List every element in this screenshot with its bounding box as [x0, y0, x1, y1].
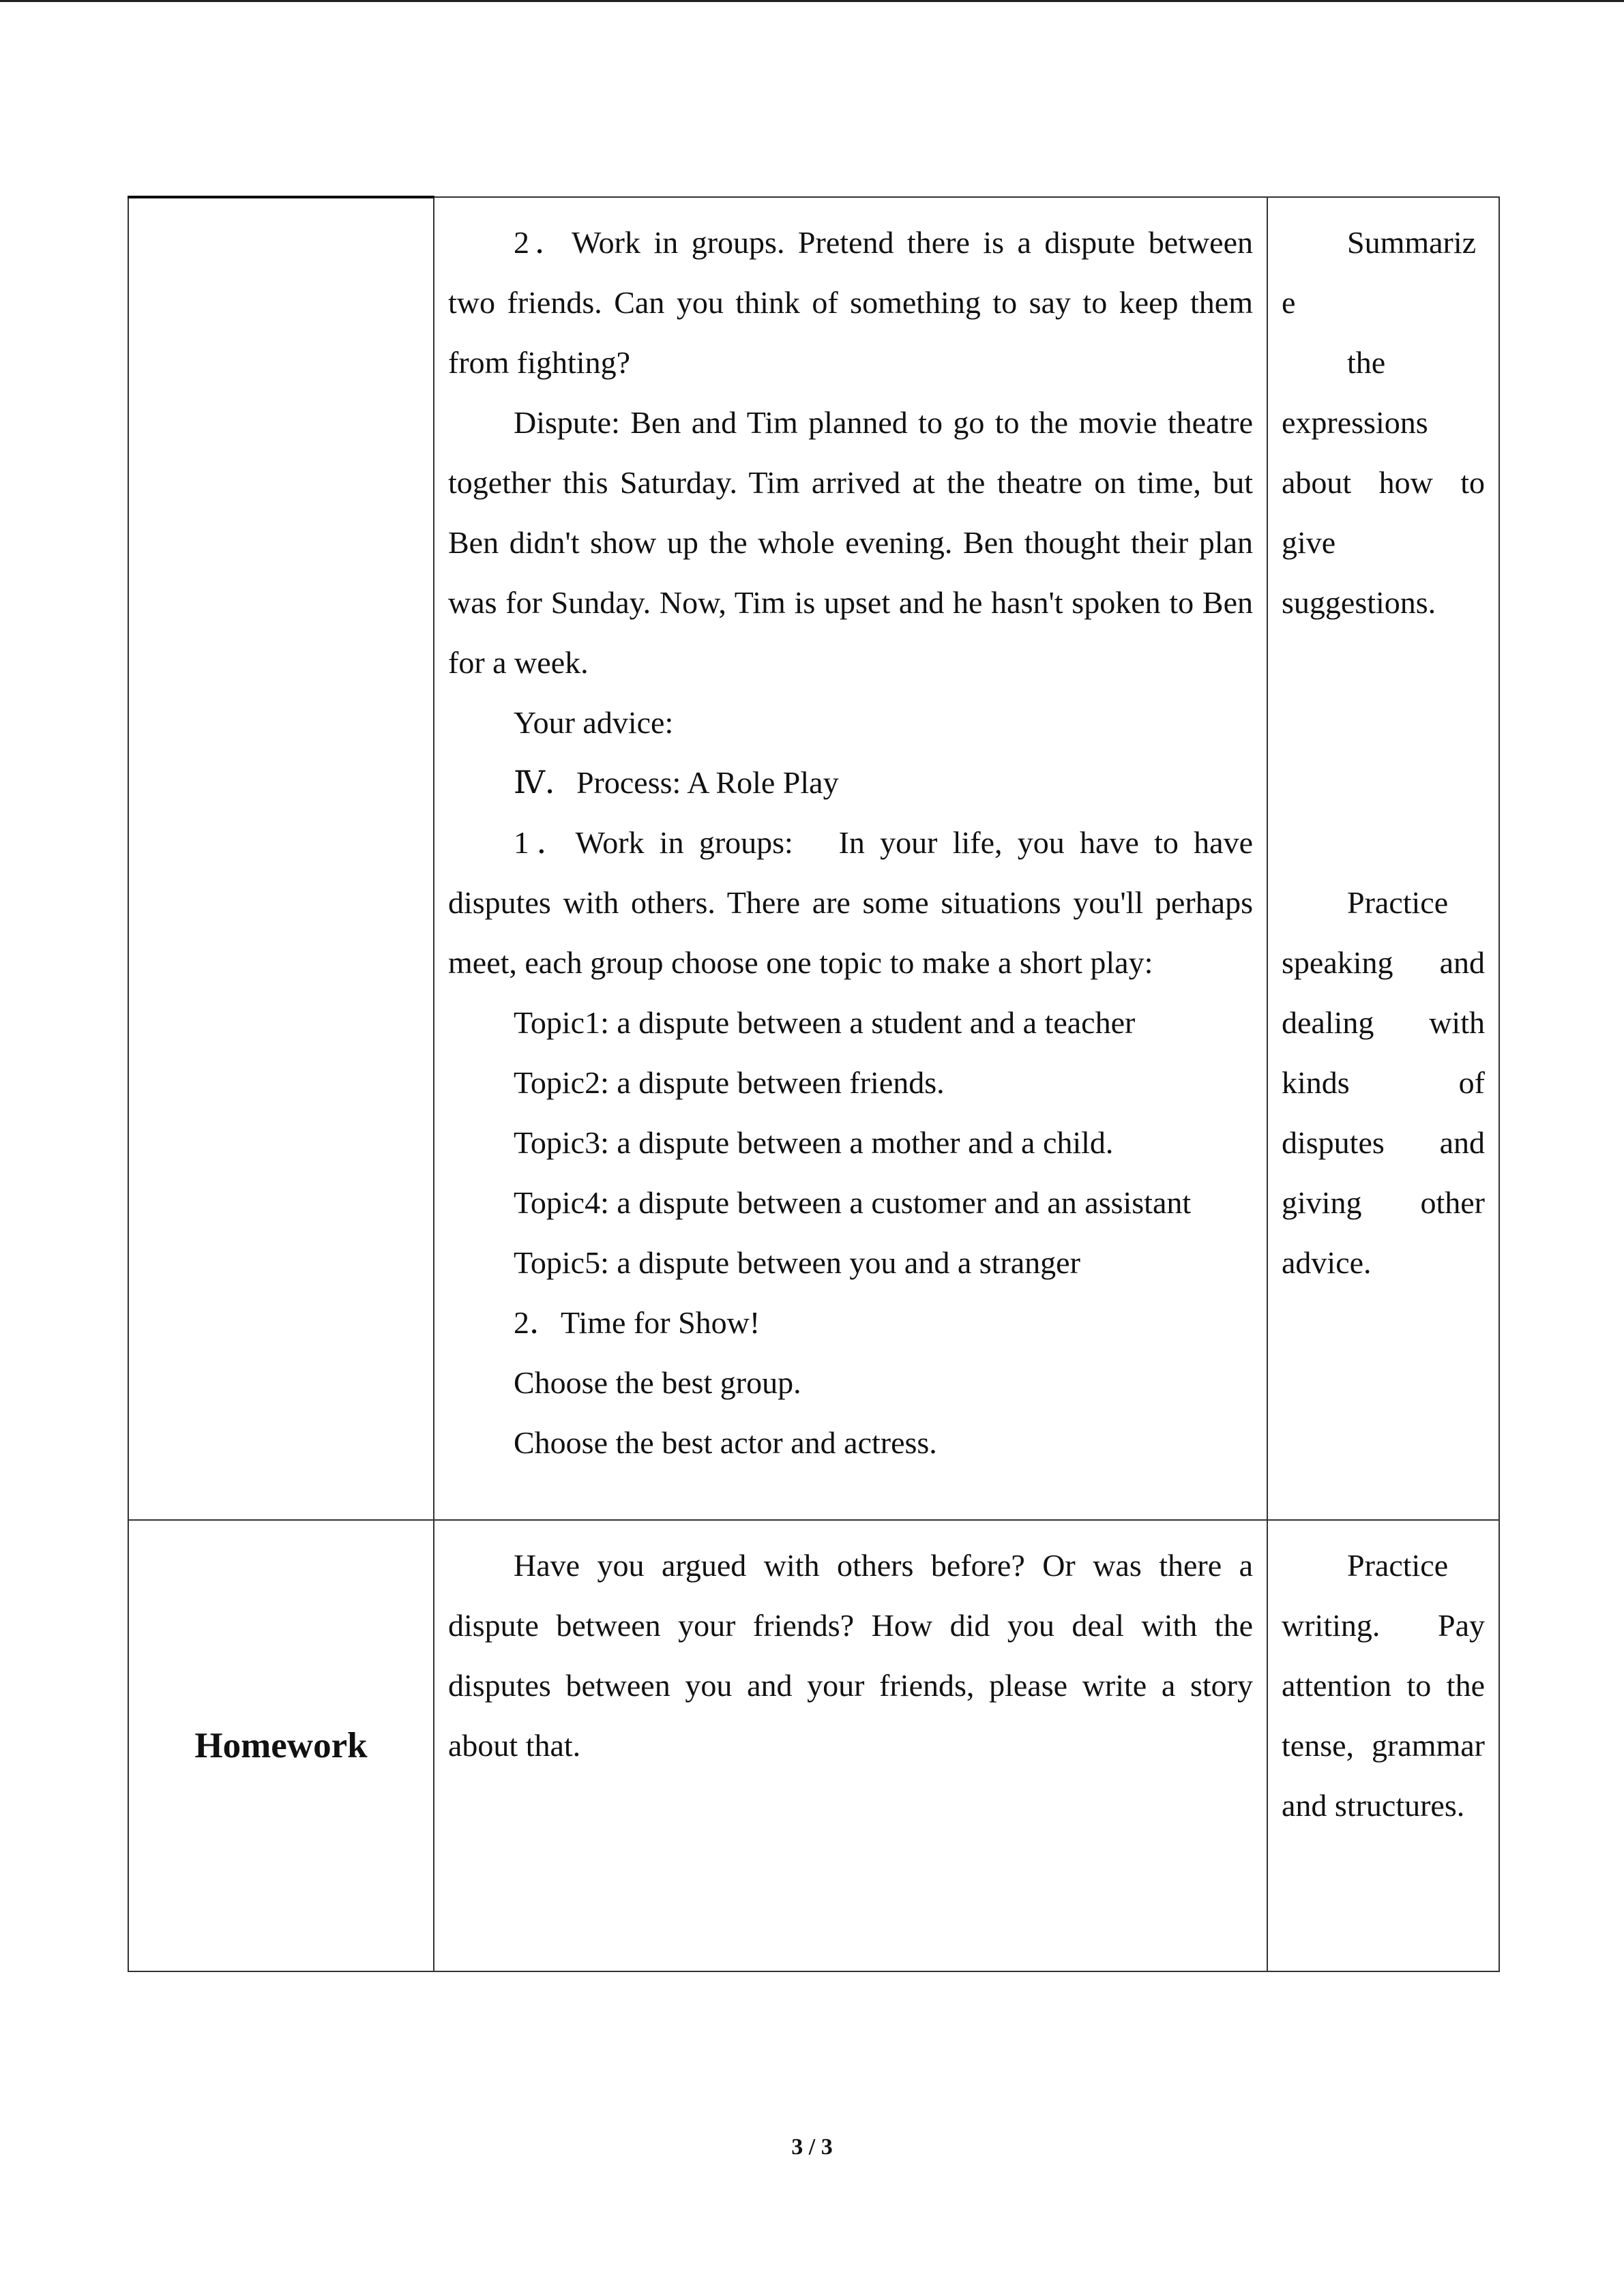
topic-item: Topic2: a dispute between friends.	[514, 1065, 945, 1100]
stage-label-cell	[128, 197, 434, 1520]
purpose-line: tense, grammar	[1282, 1728, 1485, 1763]
purpose-line: speaking and	[1282, 945, 1485, 980]
activity-paragraph: Choose the best group.	[514, 1365, 801, 1400]
spacer	[1282, 633, 1485, 873]
homework-purpose-cell	[1267, 1520, 1499, 1971]
homework-paragraph: Have you argued with others before? Or was there a dispute between your friends? How did you deal with the disputes between you and your friends, please write a story about that.	[448, 1548, 1261, 1763]
activity-paragraph: Choose the best actor and actress.	[514, 1425, 937, 1460]
purpose-line: writing. Pay	[1282, 1608, 1485, 1643]
topic-item: Topic3: a dispute between a mother and a child.	[514, 1125, 1114, 1160]
purpose-line: attention to the	[1282, 1668, 1485, 1703]
purpose-line: dealing with	[1282, 1005, 1485, 1040]
purpose-line: giving other	[1282, 1185, 1485, 1220]
activity-paragraph: 1．Work in groups: In your life, you have to have disputes with others. There are some situations you'll perhaps meet, each group choose one topic to make a short play:	[448, 825, 1261, 980]
purpose-line: about how to	[1282, 465, 1485, 500]
activity-cell	[434, 197, 1267, 1520]
purpose-line: suggestions.	[1282, 585, 1436, 620]
topic-item: Topic5: a dispute between you and a stranger	[514, 1245, 1080, 1280]
purpose-line: Summariz	[1347, 225, 1477, 260]
activity-paragraph: Your advice:	[514, 705, 674, 740]
table-row	[128, 1520, 1499, 1971]
lesson-plan-table	[128, 196, 1500, 1972]
purpose-line: e	[1282, 285, 1296, 320]
purpose-line: the	[1347, 345, 1386, 380]
homework-activity-cell	[434, 1520, 1267, 1971]
table-row	[128, 197, 1499, 1520]
purpose-block-homework	[1282, 1536, 1485, 1836]
purpose-line: disputes and	[1282, 1125, 1485, 1160]
topic-item: Topic1: a dispute between a student and a teacher	[514, 1005, 1136, 1040]
purpose-line: Practice	[1347, 885, 1449, 920]
page-indicator: 3 / 3	[791, 2134, 833, 2160]
purpose-block-practice	[1282, 873, 1485, 1293]
purpose-line: Practice	[1347, 1548, 1449, 1583]
activity-paragraph: Ⅳ．Process: A Role Play	[514, 765, 839, 800]
purpose-line: and structures.	[1282, 1788, 1465, 1823]
purpose-line: kinds of	[1282, 1065, 1485, 1100]
activity-paragraph: Dispute: Ben and Tim planned to go to the movie theatre together this Saturday. Tim arrived at the theatre on time, but Ben didn't show up the whole evening. Ben thought their plan was for Sunday. Now, Tim is upset and he hasn't spoken to Ben for a week.	[448, 405, 1261, 680]
activity-paragraph: 2．Time for Show!	[514, 1305, 761, 1340]
homework-label-cell	[128, 1520, 434, 1971]
homework-label: Homework	[194, 1726, 368, 1765]
purpose-line: expressions	[1282, 405, 1428, 440]
purpose-line: advice.	[1282, 1245, 1372, 1280]
purpose-block-summarize	[1282, 213, 1485, 633]
topic-item: Topic4: a dispute between a customer and an assistant	[514, 1185, 1192, 1220]
page-top-rule	[0, 0, 1624, 2]
activity-paragraph: 2．Work in groups. Pretend there is a dispute between two friends. Can you think of something to say to keep them from fighting?	[448, 225, 1261, 380]
purpose-line: give	[1282, 525, 1336, 560]
purpose-cell	[1267, 197, 1499, 1520]
